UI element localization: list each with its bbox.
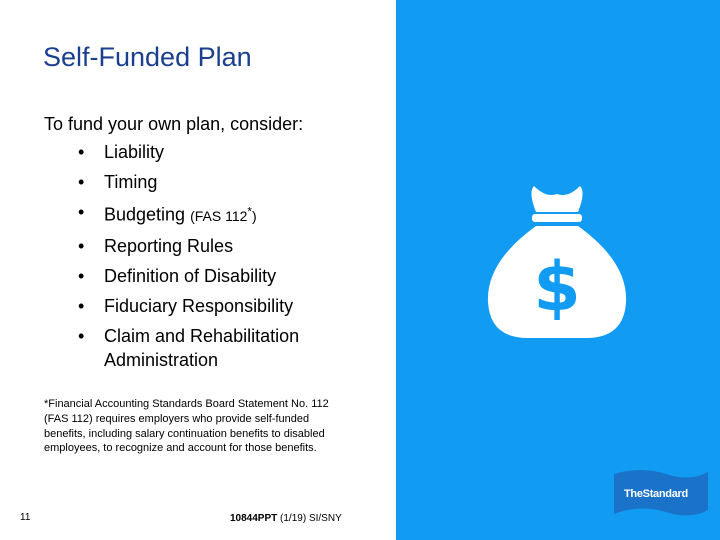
bullet-glyph: • — [78, 325, 85, 346]
logo-text: TheStandard — [624, 488, 688, 500]
bullet-text: Fiduciary Responsibility — [104, 295, 294, 316]
list-item — [78, 234, 368, 258]
svg-text:$: $ — [533, 248, 581, 327]
slide-title: Self-Funded Plan — [43, 42, 252, 72]
fas-note: (FAS 112*) — [190, 205, 257, 224]
list-item — [78, 294, 368, 318]
bullet-glyph: • — [78, 295, 85, 316]
list-item — [78, 264, 368, 288]
intro-text: To fund your own plan, consider: — [44, 114, 304, 134]
bullet-text: Reporting Rules — [104, 235, 234, 256]
bullet-glyph: • — [78, 142, 85, 162]
bullet-text: Claim and Rehabilitation Administration — [104, 325, 300, 370]
bullet-glyph: • — [78, 202, 85, 222]
list-item — [78, 170, 368, 194]
bullet-text: Definition of Disability — [104, 265, 277, 286]
bullet-text: Liability — [104, 142, 165, 162]
bullet-glyph: • — [78, 172, 85, 192]
bullet-glyph: • — [78, 265, 85, 286]
bullet-glyph: • — [78, 235, 85, 256]
list-item — [78, 200, 368, 228]
list-item — [78, 324, 368, 372]
footnote: *Financial Accounting Standards Board Statement No. 112 (FAS 112) requires employers who provide self-funded benefits, including salary continuation benefits to disabled employees, to recognize and account for those benefits. — [44, 398, 329, 455]
page-number: 11 — [20, 512, 31, 523]
bullet-list — [78, 140, 368, 378]
list-item — [78, 140, 368, 164]
document-code: 10844PPT (1/19) SI/SNY — [230, 513, 342, 524]
bullet-text: Timing — [104, 172, 158, 192]
bullet-text: Budgeting — [104, 204, 186, 225]
money-bag-dollar-icon — [486, 182, 628, 338]
